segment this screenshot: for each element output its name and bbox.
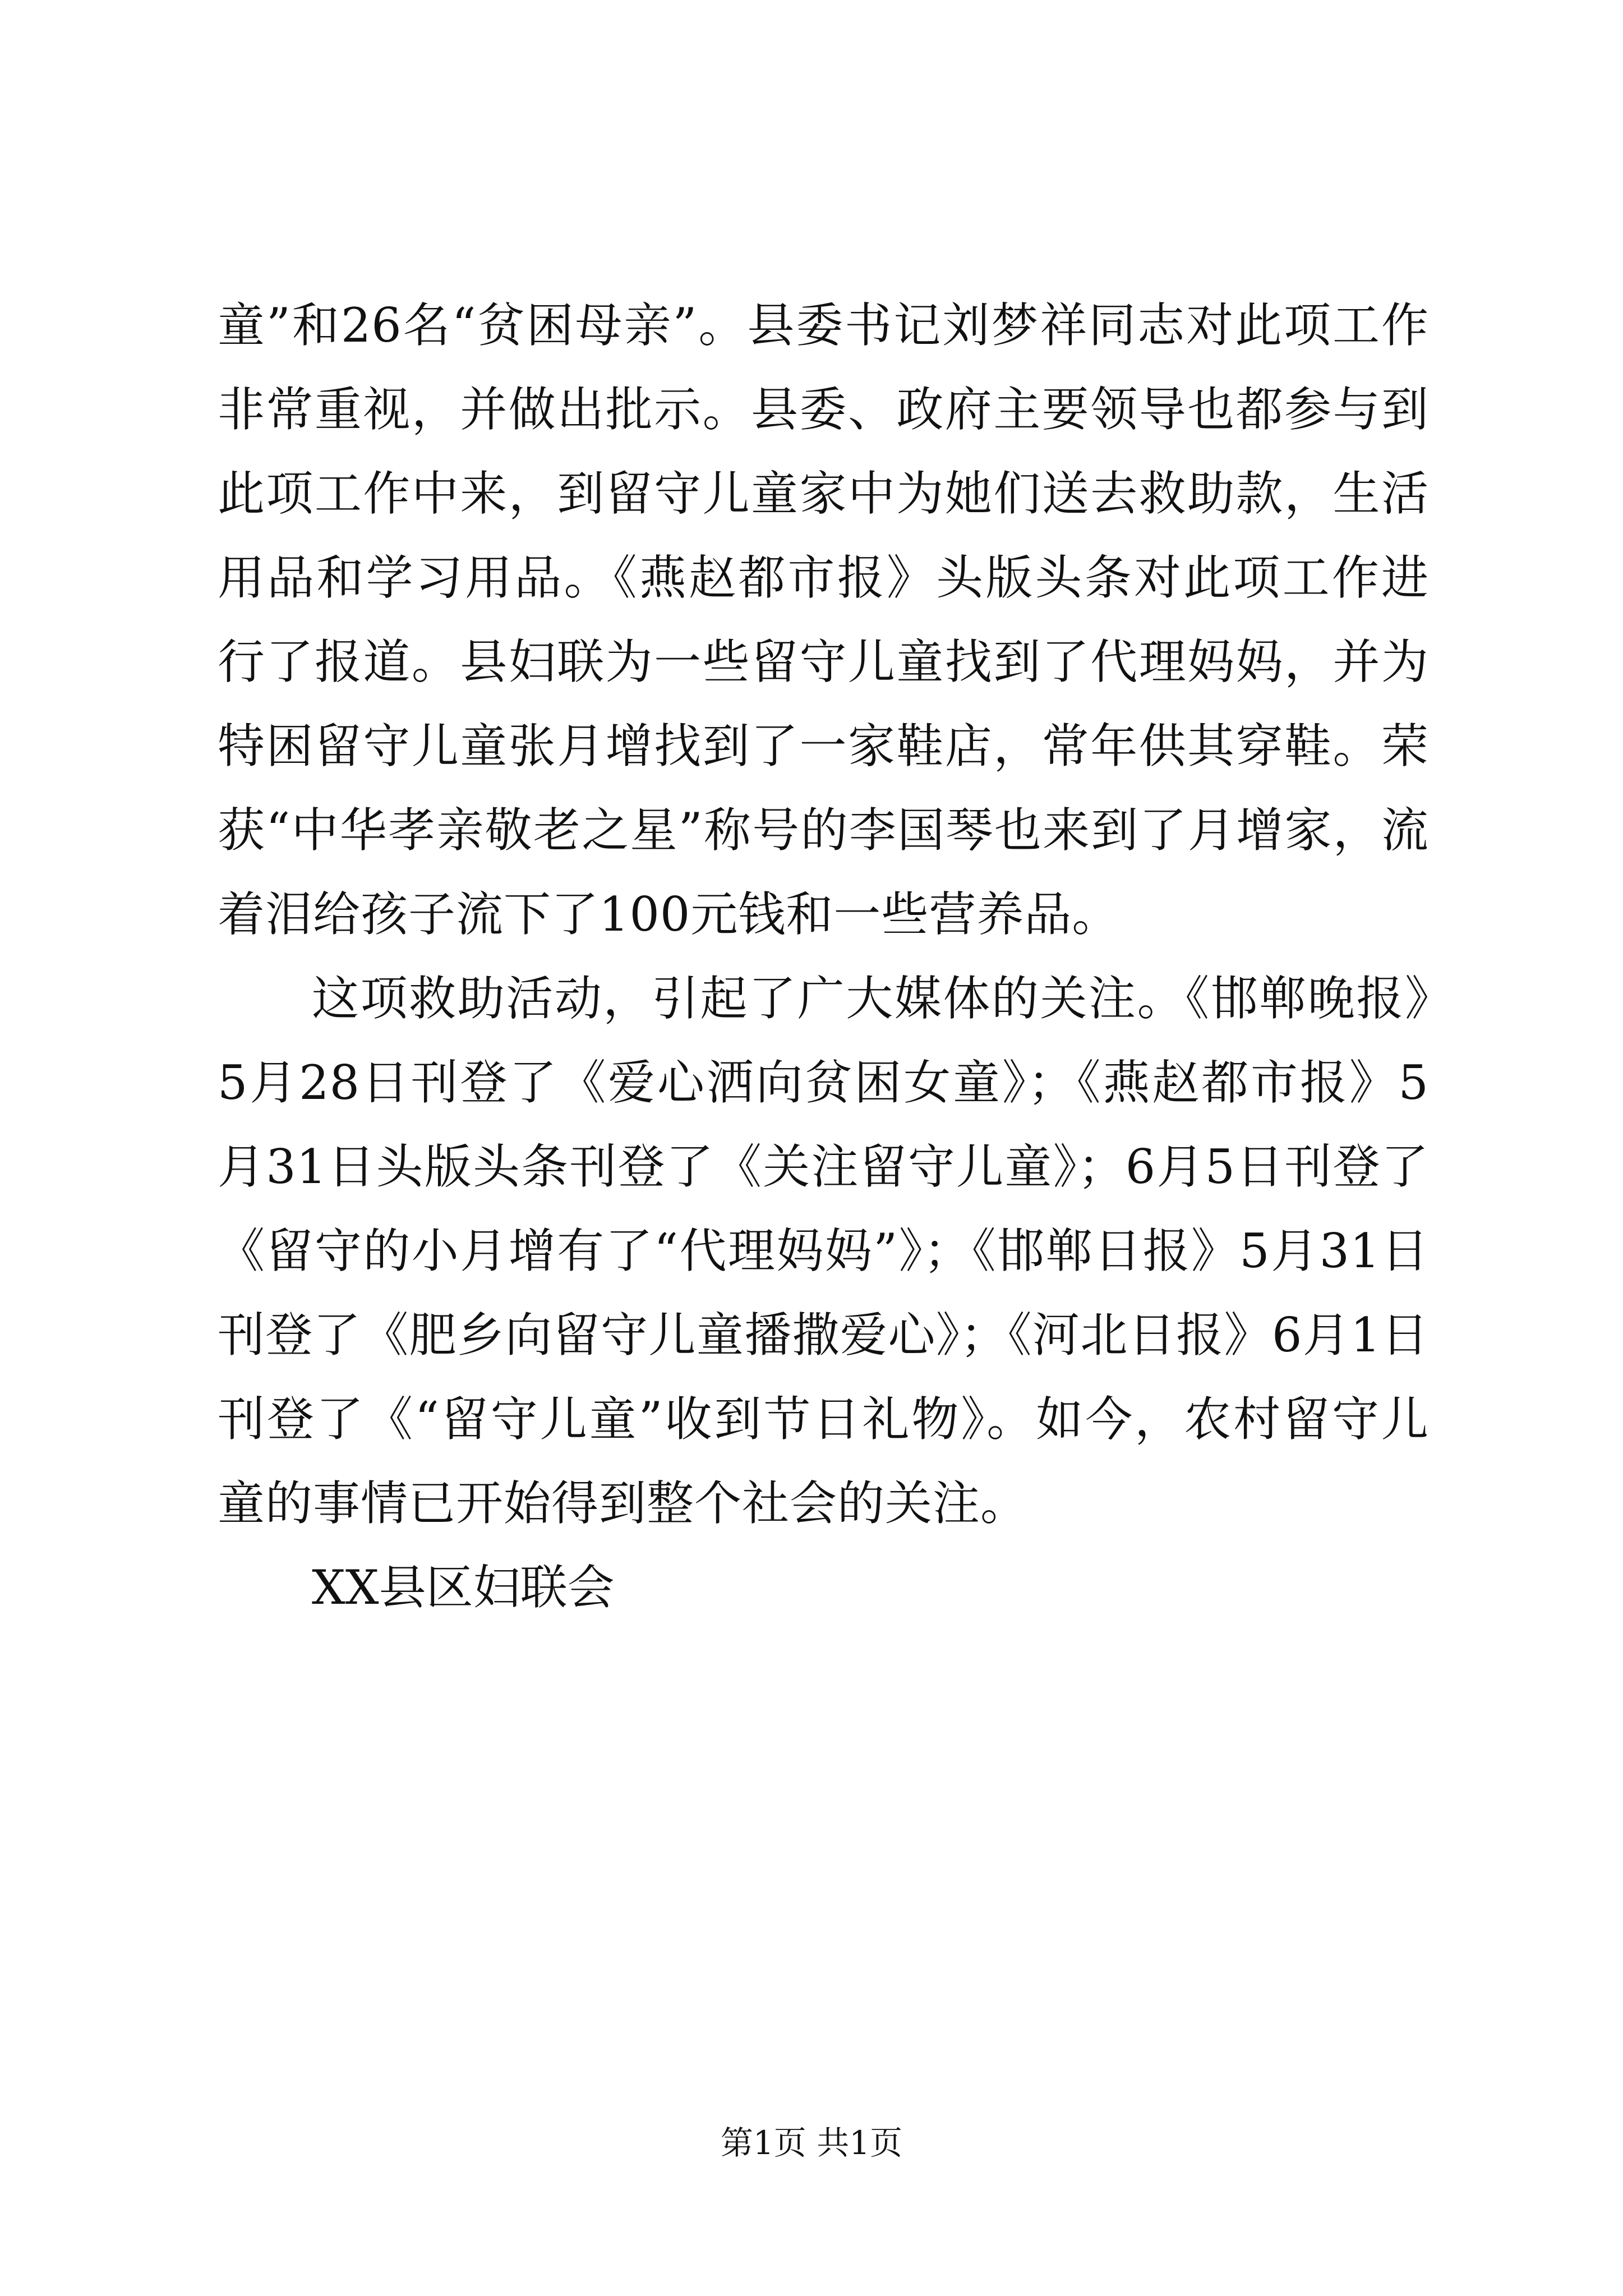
page-footer: 第1页 共1页: [720, 2124, 903, 2162]
signature: XX县区妇联会: [312, 1560, 615, 1615]
document-body: [218, 283, 1429, 1630]
paragraph-media-coverage: 这项救助活动，引起了广大媒体的关注。《邯郸晚报》5月28日刊登了《爱心洒向贫困女童》；《燕赵都市报》5月31日头版头条刊登了《关注留守儿童》；6月5日刊登了《留守的小月增有了“代理妈妈”》；《邯郸日报》5月31日刊登了《肥乡向留守儿童播撒爱心》；《河北日报》6月1日刊登了《“留守儿童”收到节日礼物》。如今，农村留守儿童的事情已开始得到整个社会的关注。: [218, 971, 1429, 1531]
paragraph-continuation: 童”和26名“贫困母亲”。县委书记刘梦祥同志对此项工作非常重视，并做出批示。县委、政府主要领导也都参与到此项工作中来，到留守儿童家中为她们送去救助款，生活用品和学习用品。《燕赵都市报》头版头条对此项工作进行了报道。县妇联为一些留守儿童找到了代理妈妈，并为特困留守儿童张月增找到了一家鞋店，常年供其穿鞋。荣获“中华孝亲敬老之星”称号的李国琴也来到了月增家，流着泪给孩子流下了100元钱和一些营养品。: [218, 298, 1429, 942]
